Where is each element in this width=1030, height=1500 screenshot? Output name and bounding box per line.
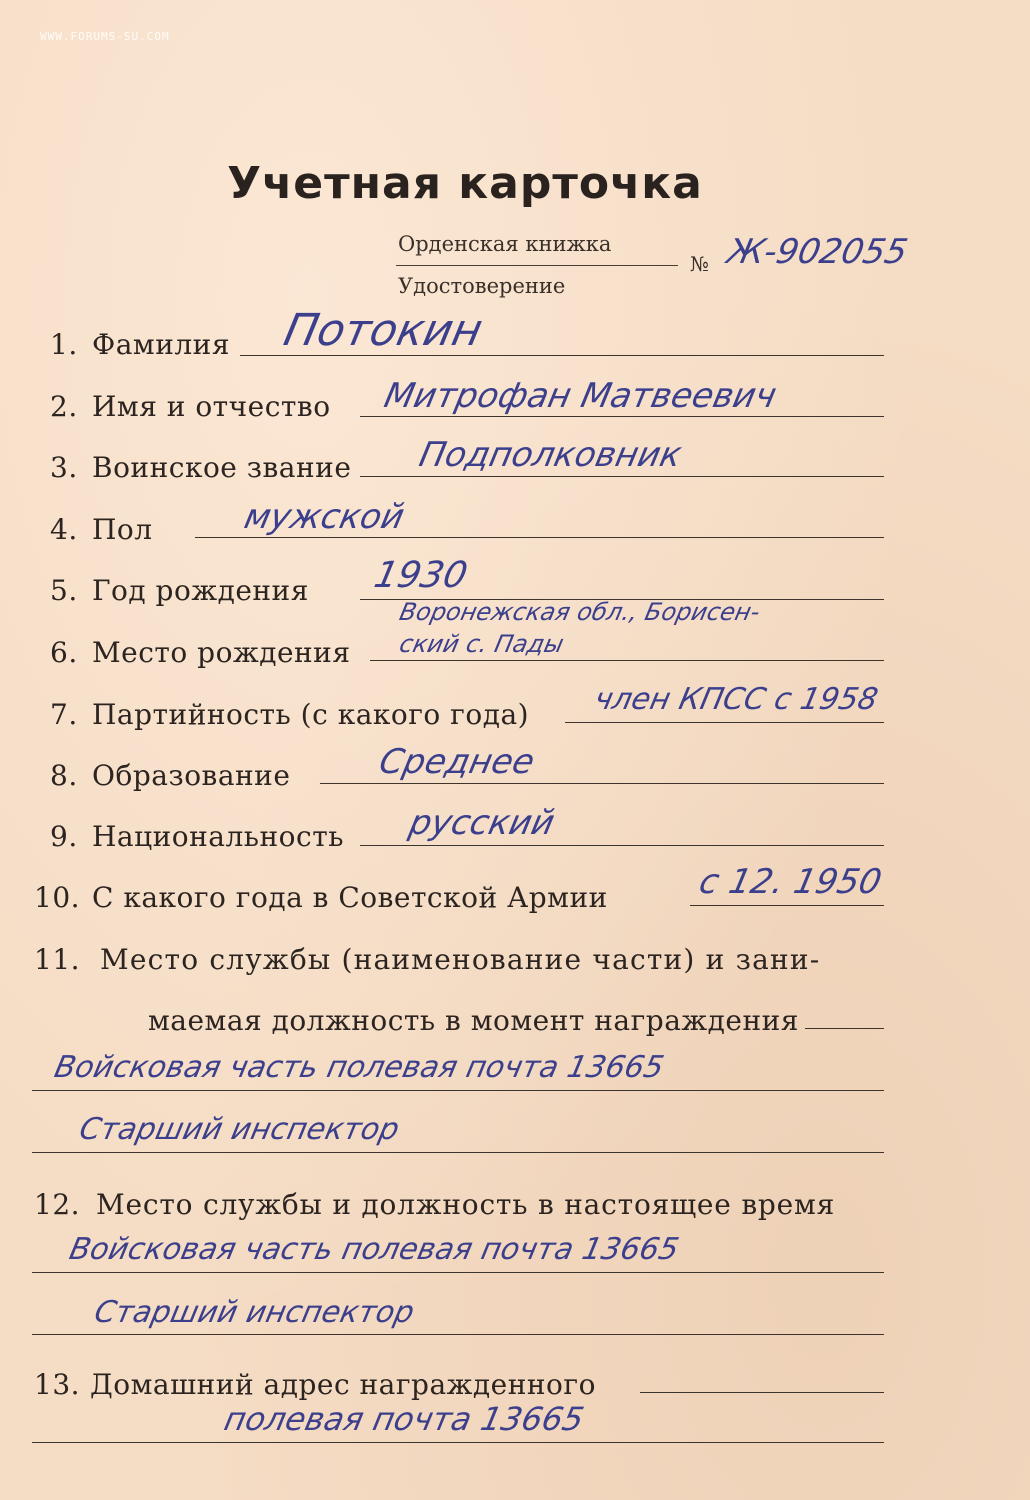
doc-type-divider — [396, 265, 678, 266]
field-11-value-line2 — [32, 1152, 884, 1153]
field-6-number: 6. — [50, 636, 78, 669]
number-prefix: № — [690, 252, 709, 276]
field-10-value: с 12. 1950 — [695, 862, 886, 902]
field-8-line — [320, 783, 884, 784]
field-1-number: 1. — [50, 328, 78, 361]
field-11-value-line — [32, 1090, 884, 1091]
field-8-label: Образование — [92, 759, 291, 792]
field-12-value-2: Старший инспектор — [91, 1295, 418, 1330]
field-2-number: 2. — [50, 390, 78, 423]
field-13-label: Домашний адрес награжденного — [90, 1368, 596, 1401]
field-6-value: Воронежская обл., Борисен- — [397, 598, 763, 626]
field-13-value: полевая почта 13665 — [220, 1400, 588, 1438]
field-4-line — [195, 537, 884, 538]
field-6-value-line2: ский с. Пады — [397, 630, 567, 658]
field-11-value-2: Старший инспектор — [76, 1112, 403, 1147]
field-12-value-line2 — [32, 1334, 884, 1335]
field-13-line — [640, 1392, 884, 1393]
field-3-value: Подполковник — [415, 435, 686, 475]
field-5-number: 5. — [50, 574, 78, 607]
field-9-value: русский — [405, 803, 559, 843]
field-7-label: Партийность (с какого года) — [92, 698, 530, 731]
field-9-line — [360, 845, 884, 846]
field-6-line — [370, 660, 884, 661]
field-13-value-line — [32, 1442, 884, 1443]
field-2-line — [360, 416, 884, 417]
page-title: Учетная карточка — [227, 158, 703, 209]
field-11-line — [805, 1028, 884, 1029]
field-5-label: Год рождения — [92, 574, 309, 607]
field-12-value: Войсковая часть полевая почта 13665 — [66, 1232, 682, 1267]
field-9-number: 9. — [50, 820, 78, 853]
field-2-label: Имя и отчество — [92, 390, 331, 423]
field-13-number: 13. — [34, 1368, 81, 1401]
card-number-value: Ж-902055 — [723, 232, 911, 272]
field-3-number: 3. — [50, 451, 78, 484]
field-8-value: Среднее — [375, 742, 539, 782]
field-4-number: 4. — [50, 513, 78, 546]
field-8-number: 8. — [50, 759, 78, 792]
field-6-label: Место рождения — [92, 636, 351, 669]
field-4-label: Пол — [92, 513, 153, 546]
field-10-line — [690, 905, 884, 906]
doc-type-order-book: Орденская книжка — [398, 232, 612, 256]
field-5-value: 1930 — [370, 555, 471, 596]
field-7-line — [565, 722, 884, 723]
field-12-number: 12. — [34, 1188, 81, 1221]
field-4-value: мужской — [240, 497, 408, 537]
field-11-label: Место службы (наименование части) и зани- — [100, 943, 821, 976]
field-3-line — [360, 476, 884, 477]
field-11-number: 11. — [34, 943, 81, 976]
doc-type-certificate: Удостоверение — [398, 274, 566, 298]
field-3-label: Воинское звание — [92, 451, 352, 484]
field-1-value: Потокин — [279, 305, 487, 356]
field-10-number: 10. — [34, 881, 81, 914]
field-2-value: Митрофан Матвеевич — [380, 376, 780, 416]
field-10-label: С какого года в Советской Армии — [92, 881, 608, 914]
field-12-value-line — [32, 1272, 884, 1273]
watermark: WWW.FORUMS-SU.COM — [40, 30, 170, 43]
field-1-label: Фамилия — [92, 328, 230, 361]
field-9-label: Национальность — [92, 820, 344, 853]
field-12-label: Место службы и должность в настоящее время — [96, 1188, 836, 1221]
field-7-value: член КПСС с 1958 — [591, 682, 881, 717]
field-11-value: Войсковая часть полевая почта 13665 — [51, 1050, 667, 1085]
field-11-label-line2: маемая должность в момент награждения — [148, 1004, 799, 1037]
field-7-number: 7. — [50, 698, 78, 731]
